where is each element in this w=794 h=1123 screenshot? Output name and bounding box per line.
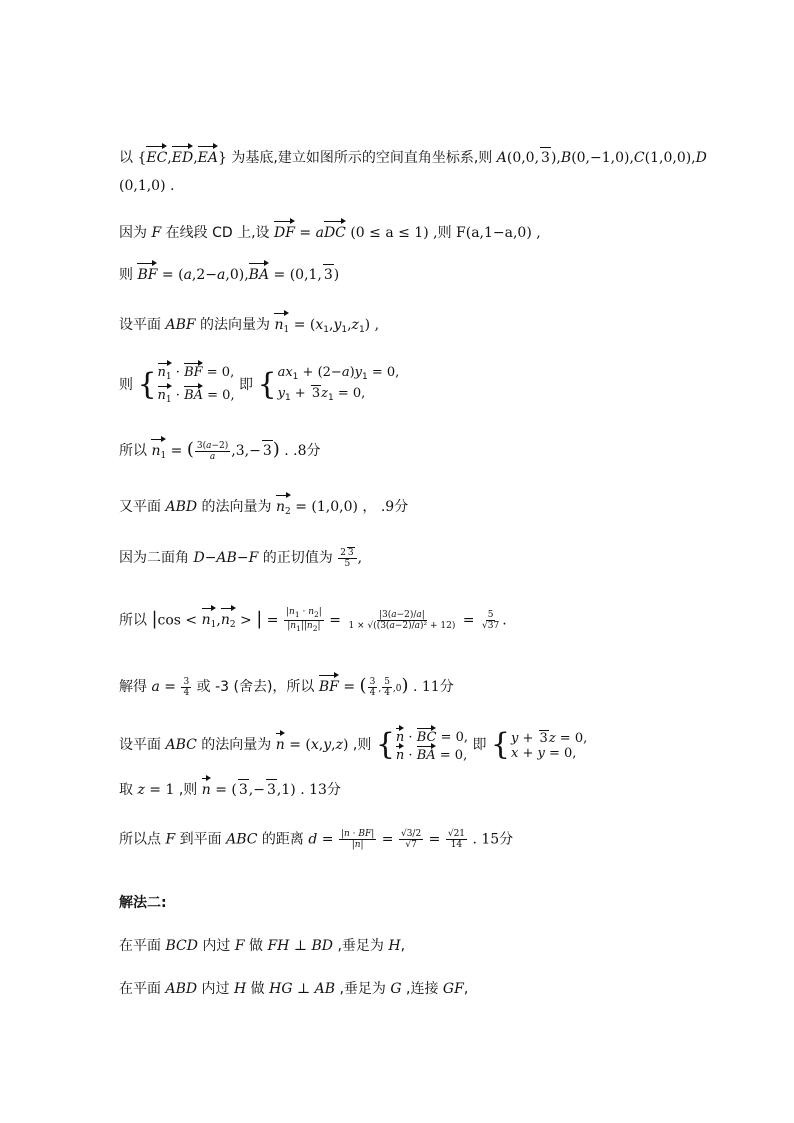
text-line-8: 又平面 ABD 的法向量为 $n_2 = (1,0,0)$ ， .9分 (119, 494, 408, 522)
text-mid: 的法向量为 (201, 499, 272, 515)
coord-d: (0,1,0) . (119, 178, 175, 194)
text-mid: 内过 (202, 938, 231, 954)
text-line-10: 所以 $|\cos < n_1,n_2$ > | = $\frac{|n_1 \cdot n_2|}{|n_1||n_2|}$ = $\frac{|3(a-2)/a|}{\text{1 × √((3(a−2)/a)² + 12)}}$ = $\frac{5}{√37}$ . (119, 607, 507, 635)
text-prefix: 又平面 (119, 499, 161, 515)
text-mid2: 做 (249, 938, 264, 954)
text-suffix: , (400, 938, 406, 954)
text-line-6: 则 { $n_1$ · BF = 0, $n_1$ · BA = 0, 即 { $ax_1 + (2-a)y_1 = 0$, $y_1 + 3z_1 = 0$, (119, 362, 399, 408)
score-11: . 11分 (413, 679, 454, 695)
score-13: . 13分 (300, 782, 341, 798)
text-line-5: 设平面 ABF 的法向量为 $n_1 = (x_1,y_1,z_1)$ , (119, 312, 379, 340)
text-mid3: 即 (472, 737, 487, 753)
text-prefix: 因为二面角 (119, 550, 189, 566)
text-mid: 的法向量为 (200, 317, 271, 333)
text-prefix: 在平面 (119, 938, 161, 954)
text-mid: ,则 (178, 782, 198, 798)
text-line-13: 取 z = 1 ,则 n = ( 3,− 3,1) . 13分 (119, 777, 341, 800)
text-prefix: 则 (119, 377, 133, 393)
score-8: . .8分 (284, 443, 321, 459)
text-line-1: 以 {EC,ED,EA} 为基底,建立如图所示的空间直角坐标系,则 A(0,0, 3),B(0,−1,0),C(1,0,0),D (119, 145, 707, 168)
text-mid2: 做 (250, 981, 265, 997)
text-prefix: 所以点 (119, 831, 161, 848)
text-line-11: 解得 a = $\frac{3}{4}$ 或 -3 (舍去)，所以 BF = ( $\frac{3}{4}$ , $\frac{5}{4}$ ,0) . 11分 (119, 675, 454, 698)
text-mid: 即 (239, 377, 254, 393)
text-prefix: 因为 (119, 225, 147, 241)
text-mid: 内过 (201, 981, 230, 997)
text-line-14: 所以点 F 到平面 ABC 的距离 d = $\frac{|n \cdot BF|}{|n|}$ = $\frac{√3/2}{√7}$ = $\frac{√21}{14}$ . 15分 (119, 829, 514, 850)
score-9: (1,0,0) ， .9分 (311, 499, 409, 515)
text-mid: 到平面 (179, 831, 222, 848)
text-line-17: 在平面 ABD 内过 H 做 HG ⊥ AB ,垂足为 G ,连接 GF, (119, 981, 469, 997)
text-mid3: ,垂足为 (339, 981, 386, 997)
text-line-4: 则 BF = (a,2−a,0),BA = (0,1, 3) (119, 262, 339, 285)
score-15: . 15分 (472, 831, 514, 848)
text-line-16: 在平面 BCD 内过 F 做 FH ⊥ BD ,垂足为 H, (119, 938, 406, 954)
text-line-12: 设平面 ABC 的法向量为 n = (x,y,z) ,则 { n · BC = 0, n · BA = 0, 即 { y + 3z = 0, x + y = 0, (119, 727, 588, 763)
text-mid3: ,垂足为 (337, 938, 384, 954)
text-line-9: 因为二面角 D−AB−F 的正切值为 $\frac{2 3}{5}$ , (119, 548, 363, 569)
text-prefix: 设平面 (119, 317, 161, 333)
text-prefix: 设平面 (119, 737, 161, 753)
text-mid4: ,连接 (406, 981, 439, 997)
text-prefix: 取 (119, 782, 133, 798)
text-mid: 的法向量为 (201, 737, 272, 753)
text-line-3: 因为 F 在线段 CD 上,设 DF = aDC (0 ≤ a ≤ 1) ,则 F(a,1−a,0) , (119, 220, 541, 243)
text-line-7: 所以 $n_1$ = ( $\frac{3(a-2)}{a}$ ,3,− 3) . .8分 (119, 438, 321, 466)
text-line-2 (119, 176, 174, 196)
text-prefix: 则 (119, 267, 133, 283)
text-suffix: , (463, 981, 469, 997)
method-two-heading: 解法二: (119, 895, 167, 911)
text-mid: 在线段 CD 上,设 (165, 225, 270, 241)
text-condition: (0 ≤ a ≤ 1) ,则 F(a,1−a,0) , (350, 225, 541, 241)
text-prefix: 所以 (119, 443, 147, 459)
text-mid: 或 -3 (舍去)，所以 (196, 679, 315, 695)
text-prefix: 解得 (119, 679, 147, 695)
text-mid2: ,则 (352, 737, 372, 753)
text-mid2: 的距离 (261, 831, 304, 848)
text-prefix: 在平面 (119, 981, 161, 997)
text-prefix: 所以 (119, 612, 147, 629)
text-mid: 的正切值为 (262, 550, 333, 566)
